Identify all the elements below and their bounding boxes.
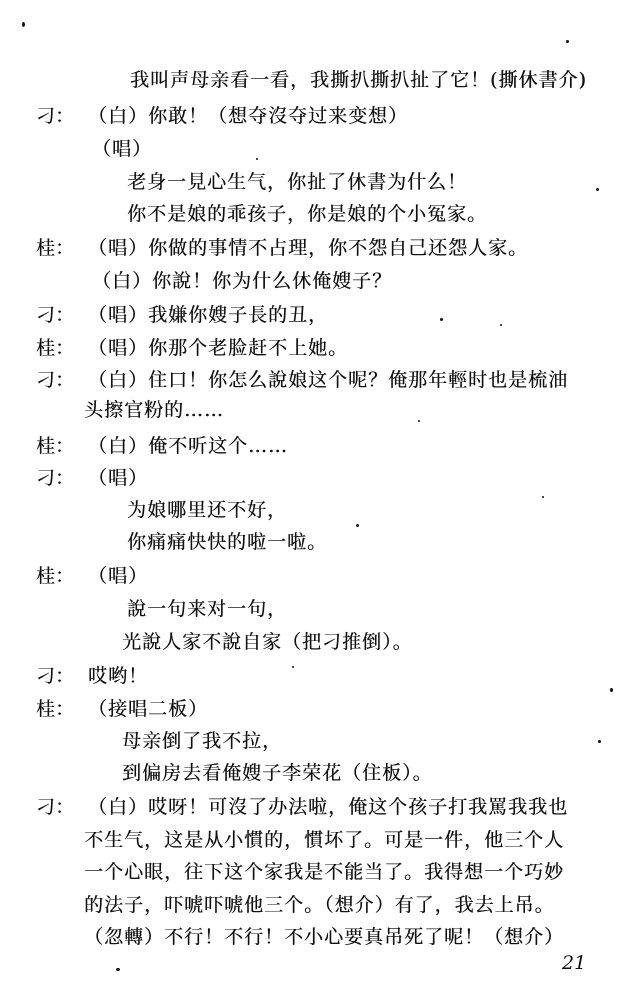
text-line: （接唱二板） [88,698,209,720]
scan-speck [596,188,599,191]
speaker-label: 刁： [36,665,75,687]
text-line: 不生气，这是从小慣的，慣坏了。可是一件，他三个人 [84,829,565,851]
speaker-label: 桂： [36,435,75,457]
scan-speck [598,740,601,743]
text-line: 老身一見心生气，你扯了休書为什么！ [127,171,468,193]
text-line: 一个心眼，往下这个家我是不能当了。我得想一个巧妙 [84,861,565,883]
speaker-label: 刁： [36,467,75,489]
speaker-label: 刁： [36,105,75,127]
text-line: （白）你敢！（想夺沒夺过来变想） [88,105,409,127]
speaker-label: 桂： [36,237,75,259]
text-line: （唱） [88,467,149,489]
text-line: 你痛痛快快的啦一啦。 [127,531,328,553]
scan-speck [292,666,294,668]
text-line: （唱） [88,565,149,587]
scan-speck [440,318,443,321]
speaker-label: 刁： [36,796,75,818]
text-line: 哎哟！ [88,665,149,687]
text-line: （忽轉）不行！不行！不小心要真吊死了呢！（想介） [84,926,565,948]
text-line: 光說人家不說自家（把刁推倒）。 [122,631,413,653]
scan-speck [22,22,25,27]
text-line: 为娘哪里还不好， [127,499,288,521]
text-line: （白）你說！你为什么休俺嫂子？ [92,270,393,292]
scan-speck [116,968,120,971]
scan-speck [356,524,359,527]
scan-speck [566,40,569,43]
page-number: 21 [562,952,587,974]
scan-speck [610,688,613,692]
text-line: 头擦官粉的…… [84,399,225,421]
text-line: （唱）你那个老脸赶不上她。 [88,337,349,359]
text-line: 說一句来对一句， [127,598,288,620]
text-line: 你不是娘的乖孩子，你是娘的个小冤家。 [127,203,488,225]
scan-speck [500,324,502,326]
speaker-label: 刁： [36,304,75,326]
speaker-label: 桂： [36,698,75,720]
text-line: 的法子，吓唬吓唬他三个。（想介）有了，我去上吊。 [84,894,555,916]
speaker-label: 桂： [36,337,75,359]
scan-speck [418,420,420,422]
text-line: （唱）你做的事情不占理，你不怨自己还怨人家。 [88,237,529,259]
text-line: 我叫声母亲看一看，我撕扒撕扒扯了它！(撕休書介) [130,69,587,91]
text-line: 母亲倒了我不拉， [122,730,283,752]
text-line: （白）住口！你怎么說娘这个呢？俺那年輕时也是梳油 [88,369,569,391]
scan-speck [256,158,258,160]
text-line: （白）哎呀！可沒了办法啦，俺这个孩子打我罵我我也 [88,796,569,818]
text-line: （唱）我嫌你嫂子長的丑， [88,304,329,326]
speaker-label: 桂： [36,565,75,587]
text-line: （白）俺不听这个…… [88,435,289,457]
scan-speck [542,496,544,498]
text-line: （唱） [92,138,153,160]
speaker-label: 刁： [36,369,75,391]
text-line: 到偏房去看俺嫂子李荣花（住板）。 [122,762,433,784]
